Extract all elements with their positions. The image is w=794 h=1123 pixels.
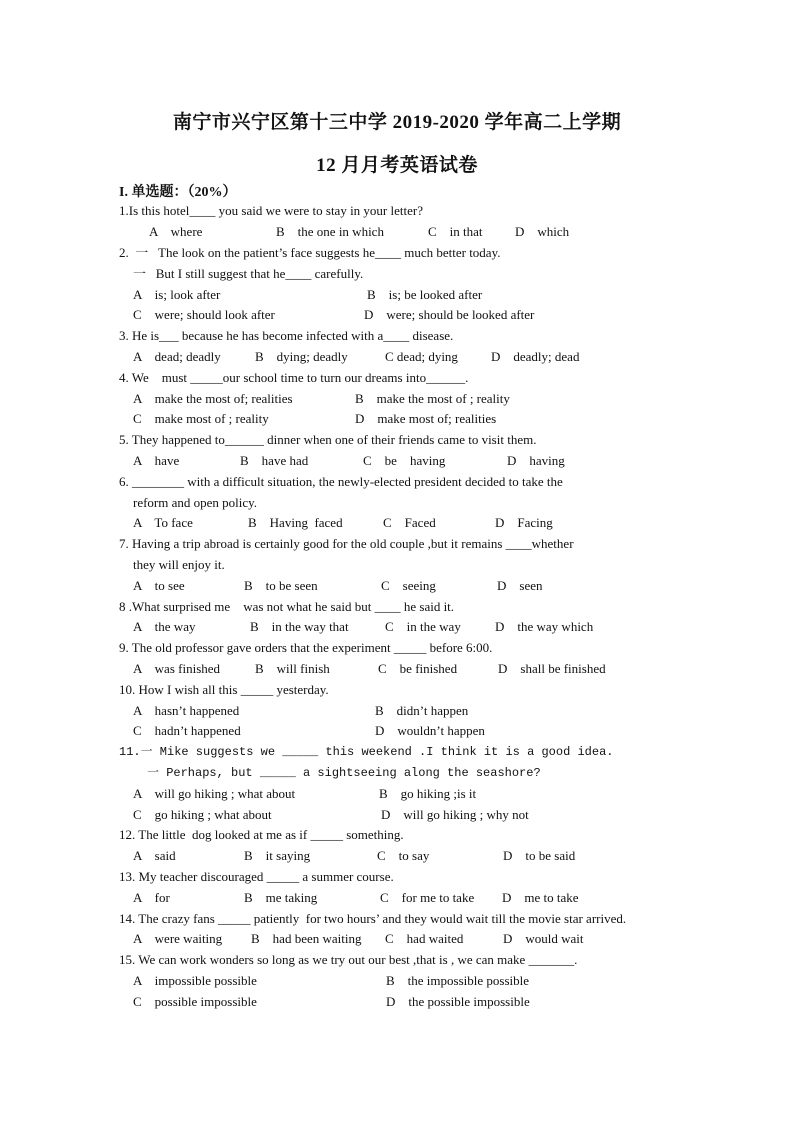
question-4-stem: 4. We must _____our school time to turn our dreams into______. [119,370,469,385]
question-12-stem: 12. The little dog looked at me as if _____ something. [119,827,404,842]
question-8-option-b: B in the way that [250,619,349,634]
question-12-option-b: B it saying [244,848,311,863]
question-15-stem: 15. We can work wonders so long as we try out our best ,that is , we can make _______. [119,952,578,967]
question-12-option-c: C to say [377,848,430,863]
question-2-option-b: B is; be looked after [367,287,483,302]
question-9-option-b: B will finish [255,661,330,676]
question-6-option-a: A To face [133,515,193,530]
question-2-option-d: D were; should be looked after [364,307,535,322]
question-11-option-a: A will go hiking ; what about [133,786,296,801]
question-3-option-b: B dying; deadly [255,349,348,364]
question-2-stem-line1: 2. 一 The look on the patient’s face suggests he____ much better today. [119,245,501,260]
question-12-option-a: A said [133,848,176,863]
question-8-option-a: A the way [133,619,196,634]
question-10-stem: 10. How I wish all this _____ yesterday. [119,682,329,697]
question-15-option-d: D the possible impossible [386,994,530,1009]
question-6-option-c: C Faced [383,515,436,530]
question-9-option-d: D shall be finished [498,661,606,676]
question-1-option-c: C in that [428,224,483,239]
exam-title-line1: 南宁市兴宁区第十三中学 2019-2020 学年高二上学期 [172,112,622,133]
question-2-stem-line2: 一 But I still suggest that he____ carefully. [133,266,364,281]
question-6-option-d: D Facing [495,515,553,530]
question-9-stem: 9. The old professor gave orders that the experiment _____ before 6:00. [119,640,493,655]
question-14-option-b: B had been waiting [251,931,362,946]
question-5-option-d: D having [507,453,565,468]
question-3-option-a: A dead; deadly [133,349,221,364]
question-4-option-b: B make the most of ; reality [355,391,510,406]
question-9-option-a: A was finished [133,661,221,676]
question-5-option-b: B have had [240,453,309,468]
question-3-option-c: C dead; dying [385,349,458,364]
question-6-stem-line2: reform and open policy. [133,495,258,510]
question-15-option-b: B the impossible possible [386,973,529,988]
question-4-option-d: D make most of; realities [355,411,497,426]
question-8-option-c: C in the way [385,619,461,634]
question-15-option-c: C possible impossible [133,994,257,1009]
question-1-option-b: B the one in which [276,224,384,239]
question-13-option-d: D me to take [502,890,579,905]
question-13-stem: 13. My teacher discouraged _____ a summer course. [119,869,394,884]
question-13-option-b: B me taking [244,890,318,905]
question-3-option-d: D deadly; dead [491,349,580,364]
question-6-option-b: B Having faced [248,515,343,530]
question-7-stem-line1: 7. Having a trip abroad is certainly good for the old couple ,but it remains ____whether [119,536,574,551]
question-13-option-a: A for [133,890,170,905]
question-5-option-a: A have [133,453,180,468]
question-10-option-b: B didn’t happen [375,703,469,718]
question-7-stem-line2: they will enjoy it. [133,557,225,572]
question-8-stem: 8 .What surprised me was not what he said but ____ he said it. [119,599,455,614]
question-1-option-a: A where [149,224,203,239]
question-10-option-c: C hadn’t happened [133,723,241,738]
question-4-option-a: A make the most of; realities [133,391,293,406]
question-7-option-d: D seen [497,578,543,593]
question-14-option-d: D would wait [503,931,584,946]
question-11-option-c: C go hiking ; what about [133,807,272,822]
question-10-option-d: D wouldn’t happen [375,723,485,738]
question-6-stem-line1: 6. ________ with a difficult situation, the newly-elected president decided to take the [119,474,563,489]
question-11-stem-line2: 一 Perhaps, but _____ a sightseeing along the seashore? [147,766,541,780]
question-11-stem-line1: 11.一 Mike suggests we _____ this weekend .I think it is a good idea. [119,745,614,759]
question-14-option-a: A were waiting [133,931,223,946]
question-3-stem: 3. He is___ because he has become infected with a____ disease. [119,328,454,343]
question-2-option-a: A is; look after [133,287,221,302]
question-8-option-d: D the way which [495,619,594,634]
question-11-option-b: B go hiking ;is it [379,786,477,801]
question-12-option-d: D to be said [503,848,576,863]
question-4-option-c: C make most of ; reality [133,411,269,426]
question-7-option-b: B to be seen [244,578,318,593]
question-9-option-c: C be finished [378,661,458,676]
question-5-stem: 5. They happened to______ dinner when one of their friends came to visit them. [119,432,537,447]
question-5-option-c: C be having [363,453,446,468]
question-1-option-d: D which [515,224,570,239]
exam-title-line2: 12 月月考英语试卷 [316,155,478,176]
question-15-option-a: A impossible possible [133,973,257,988]
question-13-option-c: C for me to take [380,890,475,905]
question-11-option-d: D will go hiking ; why not [381,807,529,822]
section-heading: I. 单选题：（20%） [119,185,237,200]
question-10-option-a: A hasn’t happened [133,703,240,718]
question-1-stem: 1.Is this hotel____ you said we were to stay in your letter? [119,203,423,218]
question-7-option-c: C seeing [381,578,436,593]
question-14-option-c: C had waited [385,931,464,946]
question-2-option-c: C were; should look after [133,307,275,322]
question-14-stem: 14. The crazy fans _____ patiently for two hours’ and they would wait till the movie star arrived. [119,911,627,926]
question-7-option-a: A to see [133,578,185,593]
